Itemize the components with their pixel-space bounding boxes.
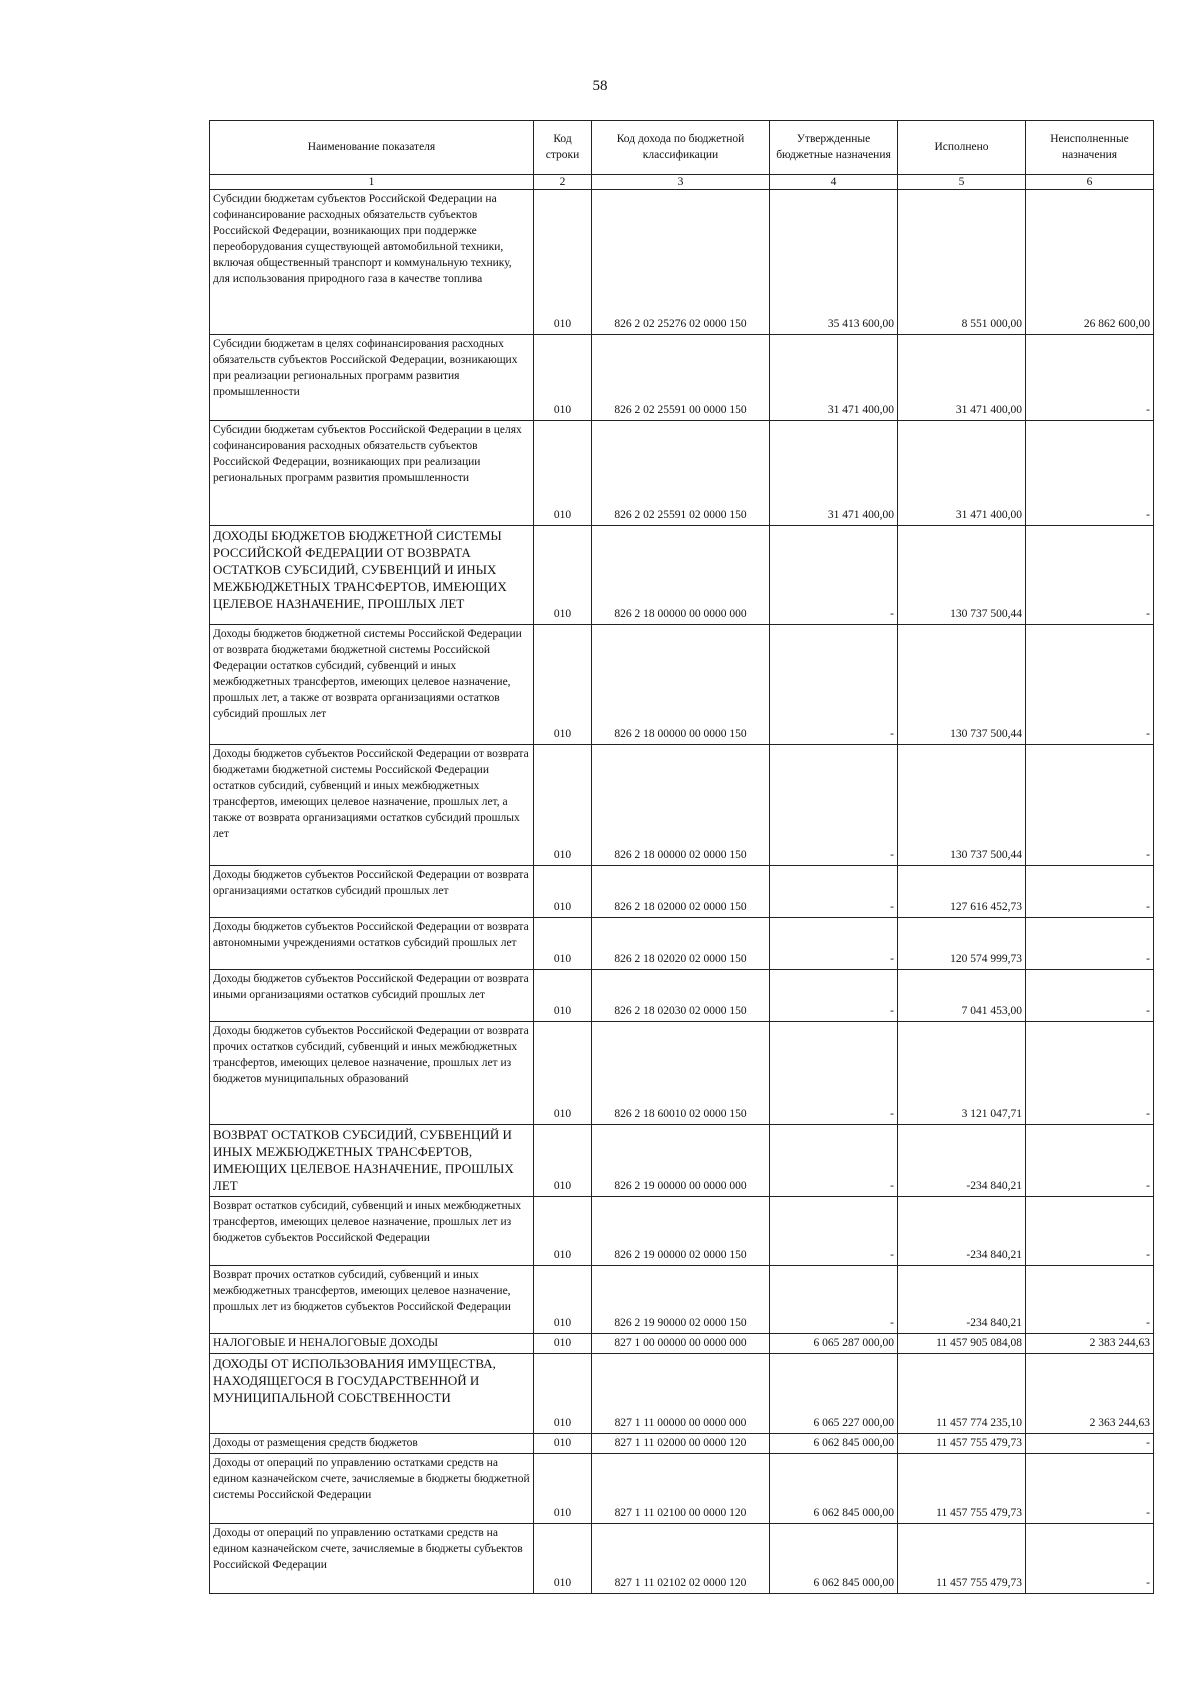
budget-table xyxy=(209,120,1154,1594)
row-unexecuted: - xyxy=(1026,1197,1154,1266)
row-name: Субсидии бюджетам субъектов Российской Федерации на софинансирование расходных обязательств субъектов Российской Федерации, возникающих при поддержке переоборудования существующей автомобильной техники, включая общественный транспорт и коммунальную технику, для использования природного газа в качестве топлива xyxy=(210,190,534,335)
row-unexecuted: - xyxy=(1026,1524,1154,1594)
row-unexecuted: - xyxy=(1026,625,1154,745)
row-budget-code: 826 2 19 00000 00 0000 000 xyxy=(592,1125,770,1197)
row-budget-code: 827 1 11 02000 00 0000 120 xyxy=(592,1434,770,1454)
table-row xyxy=(210,1266,1154,1334)
row-executed: -234 840,21 xyxy=(898,1197,1026,1266)
row-approved: 6 065 227 000,00 xyxy=(770,1354,898,1434)
row-approved: 6 062 845 000,00 xyxy=(770,1524,898,1594)
row-approved: - xyxy=(770,1266,898,1334)
row-approved: 31 471 400,00 xyxy=(770,421,898,526)
row-unexecuted: - xyxy=(1026,970,1154,1022)
row-unexecuted: - xyxy=(1026,1125,1154,1197)
row-executed: 130 737 500,44 xyxy=(898,625,1026,745)
column-number: 4 xyxy=(770,175,898,190)
row-code: 010 xyxy=(534,866,592,918)
row-code: 010 xyxy=(534,1197,592,1266)
table-row xyxy=(210,970,1154,1022)
row-unexecuted: - xyxy=(1026,1454,1154,1524)
header-approved: Утвержденные бюджетные назначения xyxy=(770,121,898,175)
row-executed: 130 737 500,44 xyxy=(898,526,1026,625)
row-budget-code: 826 2 18 00000 00 0000 150 xyxy=(592,625,770,745)
row-name: Доходы бюджетов субъектов Российской Федерации от возврата бюджетами бюджетной системы Российской Федерации остатков субсидий, субвенций и иных межбюджетных трансфертов, имеющих целевое назначение, прошлых лет, а также от возврата организациями остатков субсидий прошлых лет xyxy=(210,745,534,866)
column-number: 5 xyxy=(898,175,1026,190)
row-code: 010 xyxy=(534,1524,592,1594)
row-name: Возврат остатков субсидий, субвенций и иных межбюджетных трансфертов, имеющих целевое назначение, прошлых лет из бюджетов субъектов Российской Федерации xyxy=(210,1197,534,1266)
row-code: 010 xyxy=(534,190,592,335)
row-executed: 31 471 400,00 xyxy=(898,335,1026,421)
row-budget-code: 826 2 02 25276 02 0000 150 xyxy=(592,190,770,335)
table-row xyxy=(210,421,1154,526)
table-row xyxy=(210,1524,1154,1594)
row-approved: - xyxy=(770,866,898,918)
row-code: 010 xyxy=(534,1334,592,1354)
row-name: Доходы бюджетов бюджетной системы Российской Федерации от возврата бюджетами бюджетной системы Российской Федерации остатков субсидий, субвенций и иных межбюджетных трансфертов, имеющих целевое назначение, прошлых лет, а также от возврата организациями остатков субсидий прошлых лет xyxy=(210,625,534,745)
row-budget-code: 826 2 19 00000 02 0000 150 xyxy=(592,1197,770,1266)
row-name: НАЛОГОВЫЕ И НЕНАЛОГОВЫЕ ДОХОДЫ xyxy=(210,1334,534,1354)
row-code: 010 xyxy=(534,421,592,526)
row-code: 010 xyxy=(534,625,592,745)
row-code: 010 xyxy=(534,918,592,970)
row-budget-code: 827 1 11 00000 00 0000 000 xyxy=(592,1354,770,1434)
row-code: 010 xyxy=(534,1434,592,1454)
row-approved: - xyxy=(770,745,898,866)
row-code: 010 xyxy=(534,1125,592,1197)
row-budget-code: 826 2 18 00000 02 0000 150 xyxy=(592,745,770,866)
row-code: 010 xyxy=(534,1454,592,1524)
row-budget-code: 826 2 02 25591 00 0000 150 xyxy=(592,335,770,421)
header-unexecuted: Неисполненные назначения xyxy=(1026,121,1154,175)
table-row xyxy=(210,1334,1154,1354)
row-budget-code: 827 1 11 02100 00 0000 120 xyxy=(592,1454,770,1524)
row-unexecuted: - xyxy=(1026,421,1154,526)
row-executed: 3 121 047,71 xyxy=(898,1022,1026,1125)
table-row xyxy=(210,745,1154,866)
page-number: 58 xyxy=(592,78,608,94)
row-executed: 8 551 000,00 xyxy=(898,190,1026,335)
header-row-code: Код строки xyxy=(534,121,592,175)
header-row xyxy=(210,121,1154,175)
row-executed: 11 457 755 479,73 xyxy=(898,1524,1026,1594)
row-executed: 11 457 755 479,73 xyxy=(898,1454,1026,1524)
row-unexecuted: - xyxy=(1026,526,1154,625)
row-approved: 6 062 845 000,00 xyxy=(770,1434,898,1454)
row-unexecuted: 2 383 244,63 xyxy=(1026,1334,1154,1354)
row-name: Субсидии бюджетам субъектов Российской Федерации в целях софинансирования расходных обязательств субъектов Российской Федерации, возникающих при реализации региональных программ развития промышленности xyxy=(210,421,534,526)
row-code: 010 xyxy=(534,1022,592,1125)
row-executed: 120 574 999,73 xyxy=(898,918,1026,970)
row-budget-code: 826 2 19 90000 02 0000 150 xyxy=(592,1266,770,1334)
column-number: 6 xyxy=(1026,175,1154,190)
table-row xyxy=(210,526,1154,625)
row-unexecuted: - xyxy=(1026,1022,1154,1125)
row-budget-code: 826 2 18 00000 00 0000 000 xyxy=(592,526,770,625)
table-row xyxy=(210,190,1154,335)
row-approved: - xyxy=(770,1197,898,1266)
row-approved: 6 062 845 000,00 xyxy=(770,1454,898,1524)
row-approved: 35 413 600,00 xyxy=(770,190,898,335)
row-executed: 11 457 774 235,10 xyxy=(898,1354,1026,1434)
table-row xyxy=(210,1022,1154,1125)
row-unexecuted: - xyxy=(1026,918,1154,970)
row-code: 010 xyxy=(534,1354,592,1434)
row-name: Доходы от операций по управлению остатками средств на едином казначейском счете, зачисляемые в бюджеты бюджетной системы Российской Федерации xyxy=(210,1454,534,1524)
row-unexecuted: 26 862 600,00 xyxy=(1026,190,1154,335)
row-unexecuted: - xyxy=(1026,866,1154,918)
header-budget-code: Код дохода по бюджетной классификации xyxy=(592,121,770,175)
row-approved: 6 065 287 000,00 xyxy=(770,1334,898,1354)
row-name: ВОЗВРАТ ОСТАТКОВ СУБСИДИЙ, СУБВЕНЦИЙ И ИНЫХ МЕЖБЮДЖЕТНЫХ ТРАНСФЕРТОВ, ИМЕЮЩИХ ЦЕЛЕВОЕ НАЗНАЧЕНИЕ, ПРОШЛЫХ ЛЕТ xyxy=(210,1125,534,1197)
column-number-row xyxy=(210,175,1154,190)
row-approved: - xyxy=(770,1125,898,1197)
column-number: 2 xyxy=(534,175,592,190)
row-unexecuted: - xyxy=(1026,1266,1154,1334)
row-approved: - xyxy=(770,970,898,1022)
row-executed: 127 616 452,73 xyxy=(898,866,1026,918)
row-executed: 130 737 500,44 xyxy=(898,745,1026,866)
row-budget-code: 827 1 00 00000 00 0000 000 xyxy=(592,1334,770,1354)
row-unexecuted: 2 363 244,63 xyxy=(1026,1354,1154,1434)
row-executed: 31 471 400,00 xyxy=(898,421,1026,526)
table-row xyxy=(210,866,1154,918)
row-approved: - xyxy=(770,526,898,625)
table-row xyxy=(210,918,1154,970)
row-code: 010 xyxy=(534,970,592,1022)
column-number: 1 xyxy=(210,175,534,190)
row-code: 010 xyxy=(534,1266,592,1334)
row-name: ДОХОДЫ ОТ ИСПОЛЬЗОВАНИЯ ИМУЩЕСТВА, НАХОДЯЩЕГОСЯ В ГОСУДАРСТВЕННОЙ И МУНИЦИПАЛЬНОЙ СОБСТВЕННОСТИ xyxy=(210,1354,534,1434)
header-name: Наименование показателя xyxy=(210,121,534,175)
row-name: Доходы бюджетов субъектов Российской Федерации от возврата прочих остатков субсидий, субвенций и иных межбюджетных трансфертов, имеющих целевое назначение, прошлых лет из бюджетов муниципальных образований xyxy=(210,1022,534,1125)
row-budget-code: 826 2 18 02000 02 0000 150 xyxy=(592,866,770,918)
table-row xyxy=(210,1125,1154,1197)
row-name: Доходы бюджетов субъектов Российской Федерации от возврата автономными учреждениями остатков субсидий прошлых лет xyxy=(210,918,534,970)
row-unexecuted: - xyxy=(1026,745,1154,866)
row-name: Доходы от операций по управлению остатками средств на едином казначейском счете, зачисляемые в бюджеты субъектов Российской Федерации xyxy=(210,1524,534,1594)
table-row xyxy=(210,625,1154,745)
row-unexecuted: - xyxy=(1026,335,1154,421)
row-approved: - xyxy=(770,1022,898,1125)
row-budget-code: 826 2 18 02020 02 0000 150 xyxy=(592,918,770,970)
row-code: 010 xyxy=(534,526,592,625)
table-row xyxy=(210,1454,1154,1524)
row-executed: 11 457 905 084,08 xyxy=(898,1334,1026,1354)
row-budget-code: 827 1 11 02102 02 0000 120 xyxy=(592,1524,770,1594)
row-budget-code: 826 2 18 02030 02 0000 150 xyxy=(592,970,770,1022)
header-executed: Исполнено xyxy=(898,121,1026,175)
row-approved: - xyxy=(770,625,898,745)
row-executed: -234 840,21 xyxy=(898,1125,1026,1197)
row-unexecuted: - xyxy=(1026,1434,1154,1454)
row-budget-code: 826 2 18 60010 02 0000 150 xyxy=(592,1022,770,1125)
row-name: Субсидии бюджетам в целях софинансирования расходных обязательств субъектов Российской Федерации, возникающих при реализации региональных программ развития промышленности xyxy=(210,335,534,421)
row-name: ДОХОДЫ БЮДЖЕТОВ БЮДЖЕТНОЙ СИСТЕМЫ РОССИЙСКОЙ ФЕДЕРАЦИИ ОТ ВОЗВРАТА ОСТАТКОВ СУБСИДИЙ, СУБВЕНЦИЙ И ИНЫХ МЕЖБЮДЖЕТНЫХ ТРАНСФЕРТОВ, ИМЕЮЩИХ ЦЕЛЕВОЕ НАЗНАЧЕНИЕ, ПРОШЛЫХ ЛЕТ xyxy=(210,526,534,625)
row-name: Доходы бюджетов субъектов Российской Федерации от возврата организациями остатков субсидий прошлых лет xyxy=(210,866,534,918)
row-name: Доходы бюджетов субъектов Российской Федерации от возврата иными организациями остатков субсидий прошлых лет xyxy=(210,970,534,1022)
row-name: Доходы от размещения средств бюджетов xyxy=(210,1434,534,1454)
column-number: 3 xyxy=(592,175,770,190)
table-row xyxy=(210,1197,1154,1266)
row-executed: -234 840,21 xyxy=(898,1266,1026,1334)
row-code: 010 xyxy=(534,335,592,421)
row-code: 010 xyxy=(534,745,592,866)
row-approved: - xyxy=(770,918,898,970)
table-row xyxy=(210,1354,1154,1434)
row-name: Возврат прочих остатков субсидий, субвенций и иных межбюджетных трансфертов, имеющих целевое назначение, прошлых лет из бюджетов субъектов Российской Федерации xyxy=(210,1266,534,1334)
row-executed: 7 041 453,00 xyxy=(898,970,1026,1022)
row-budget-code: 826 2 02 25591 02 0000 150 xyxy=(592,421,770,526)
table-row xyxy=(210,335,1154,421)
row-executed: 11 457 755 479,73 xyxy=(898,1434,1026,1454)
row-approved: 31 471 400,00 xyxy=(770,335,898,421)
table-row xyxy=(210,1434,1154,1454)
